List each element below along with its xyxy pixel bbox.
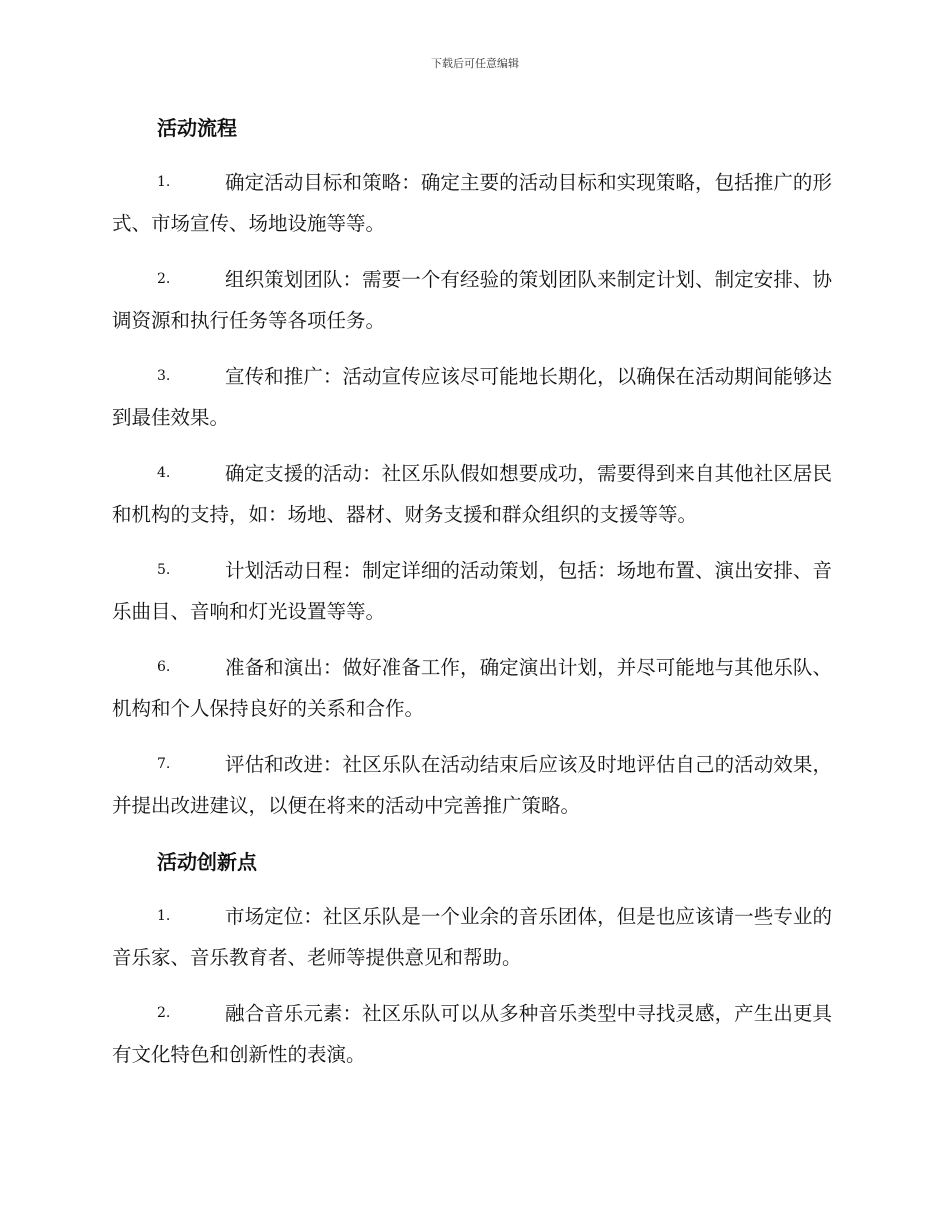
list-item-number: 1. [157, 908, 171, 924]
list-item-text: 市场定位：社区乐队是一个业余的音乐团体，但是也应该请一些专业的音乐家、音乐教育者、老师等提供意见和帮助。 [112, 905, 832, 969]
list-item [112, 259, 832, 341]
list-item-number: 1. [157, 174, 171, 190]
list-item-text: 确定支援的活动：社区乐队假如想要成功，需要得到来自其他社区居民和机构的支持，如：场地、器材、财务支援和群众组织的支援等等。 [112, 462, 832, 526]
list-item-text: 评估和改进：社区乐队在活动结束后应该及时地评估自己的活动效果，并提出改进建议，以便在将来的活动中完善推广策略。 [112, 753, 832, 817]
list-item-text: 融合音乐元素：社区乐队可以从多种音乐类型中寻找灵感，产生出更具有文化特色和创新性的表演。 [112, 1002, 832, 1066]
list-item-text: 宣传和推广：活动宣传应该尽可能地长期化，以确保在活动期间能够达到最佳效果。 [112, 365, 832, 429]
section-title-innovation: 活动创新点 [157, 850, 257, 874]
list-item [112, 550, 832, 632]
list-item [112, 356, 832, 438]
list-item [112, 896, 832, 978]
list-item [112, 647, 832, 729]
page-header: 下载后可任意编辑 [431, 57, 519, 70]
list-item-text: 组织策划团队：需要一个有经验的策划团队来制定计划、制定安排、协调资源和执行任务等各项任务。 [112, 268, 832, 332]
list-item-number: 2. [157, 271, 171, 287]
list-item [112, 744, 832, 826]
list-item-number: 7. [157, 756, 171, 772]
list-item-number: 2. [157, 1005, 171, 1021]
list-item-number: 4. [157, 465, 171, 481]
list-item-text: 准备和演出：做好准备工作，确定演出计划，并尽可能地与其他乐队、机构和个人保持良好的关系和合作。 [112, 656, 832, 720]
list-item-number: 3. [157, 368, 171, 384]
list-item-number: 6. [157, 659, 171, 675]
list-item-number: 5. [157, 562, 171, 578]
section-title-process: 活动流程 [157, 116, 237, 140]
list-item [112, 993, 832, 1075]
list-item [112, 453, 832, 535]
list-item [112, 162, 832, 244]
list-item-text: 计划活动日程：制定详细的活动策划，包括：场地布置、演出安排、音乐曲目、音响和灯光设置等等。 [112, 559, 832, 623]
list-item-text: 确定活动目标和策略：确定主要的活动目标和实现策略，包括推广的形式、市场宣传、场地设施等等。 [112, 171, 832, 235]
